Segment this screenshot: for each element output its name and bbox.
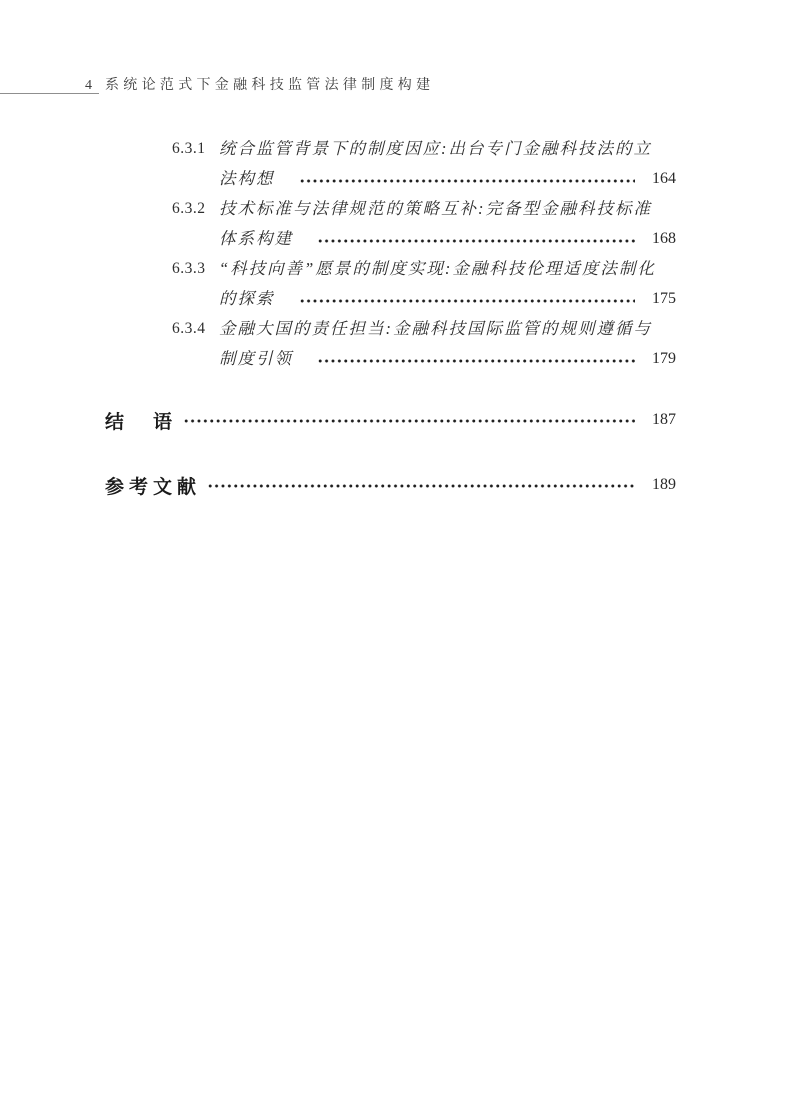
toc-entry-title-line1: 技术标准与法律规范的策略互补:完备型金融科技标准 <box>219 199 652 218</box>
section-page-number: 187 <box>652 411 676 428</box>
toc-entry-title-continuation: 制度引领 <box>219 349 293 368</box>
running-title: 系统论范式下金融科技监管法律制度构建 <box>105 78 435 93</box>
toc-entry-page-number: 168 <box>652 230 676 247</box>
toc-entry-page-number: 179 <box>652 350 676 367</box>
toc-section-conclusion[interactable] <box>105 405 676 435</box>
back-matter-sections <box>105 405 676 500</box>
dot-leader <box>183 419 635 423</box>
toc-entry-title-continuation: 的探索 <box>219 289 275 308</box>
toc-entry-title-continuation: 体系构建 <box>219 229 293 248</box>
toc-entry-6-3-3[interactable] <box>172 254 676 314</box>
running-header <box>85 74 434 94</box>
toc-entry-number: 6.3.2 <box>172 200 206 217</box>
toc-entry-6-3-2[interactable] <box>172 194 676 254</box>
toc-entry-number: 6.3.1 <box>172 140 206 157</box>
toc-section-references[interactable] <box>105 470 676 500</box>
toc-entry-body <box>219 254 676 314</box>
dot-leader <box>299 179 636 183</box>
toc-entry-6-3-4[interactable] <box>172 314 676 374</box>
toc-entry-title-line2 <box>219 164 676 194</box>
toc-entry-title-line1: 金融大国的责任担当:金融科技国际监管的规则遵循与 <box>219 319 652 338</box>
toc-entry-body <box>219 134 676 194</box>
toc-entry-number: 6.3.3 <box>172 260 206 277</box>
dot-leader <box>207 484 635 488</box>
toc-entry-page-number: 175 <box>652 290 676 307</box>
section-page-number: 189 <box>652 476 676 493</box>
toc-entry-body <box>219 314 676 374</box>
toc-entry-number: 6.3.4 <box>172 320 206 337</box>
toc-entry-body <box>219 194 676 254</box>
toc-entry-title-line2 <box>219 224 676 254</box>
dot-leader <box>317 359 635 363</box>
toc-entry-6-3-1[interactable] <box>172 134 676 194</box>
toc-entry-title-line1: 统合监管背景下的制度因应:出台专门金融科技法的立 <box>219 139 652 158</box>
toc-entry-title-line1: “科技向善”愿景的制度实现:金融科技伦理适度法制化 <box>219 259 656 278</box>
dot-leader <box>317 239 635 243</box>
page-folio-number: 4 <box>85 78 92 93</box>
header-rule-divider <box>0 93 99 94</box>
toc-entry-title-line2 <box>219 344 676 374</box>
section-title: 参考文献 <box>105 476 202 498</box>
toc-list <box>172 134 676 374</box>
dot-leader <box>299 299 636 303</box>
toc-entry-title-continuation: 法构想 <box>219 169 275 188</box>
toc-entry-title-line2 <box>219 284 676 314</box>
section-title: 结 语 <box>105 411 178 433</box>
toc-entry-page-number: 164 <box>652 170 676 187</box>
